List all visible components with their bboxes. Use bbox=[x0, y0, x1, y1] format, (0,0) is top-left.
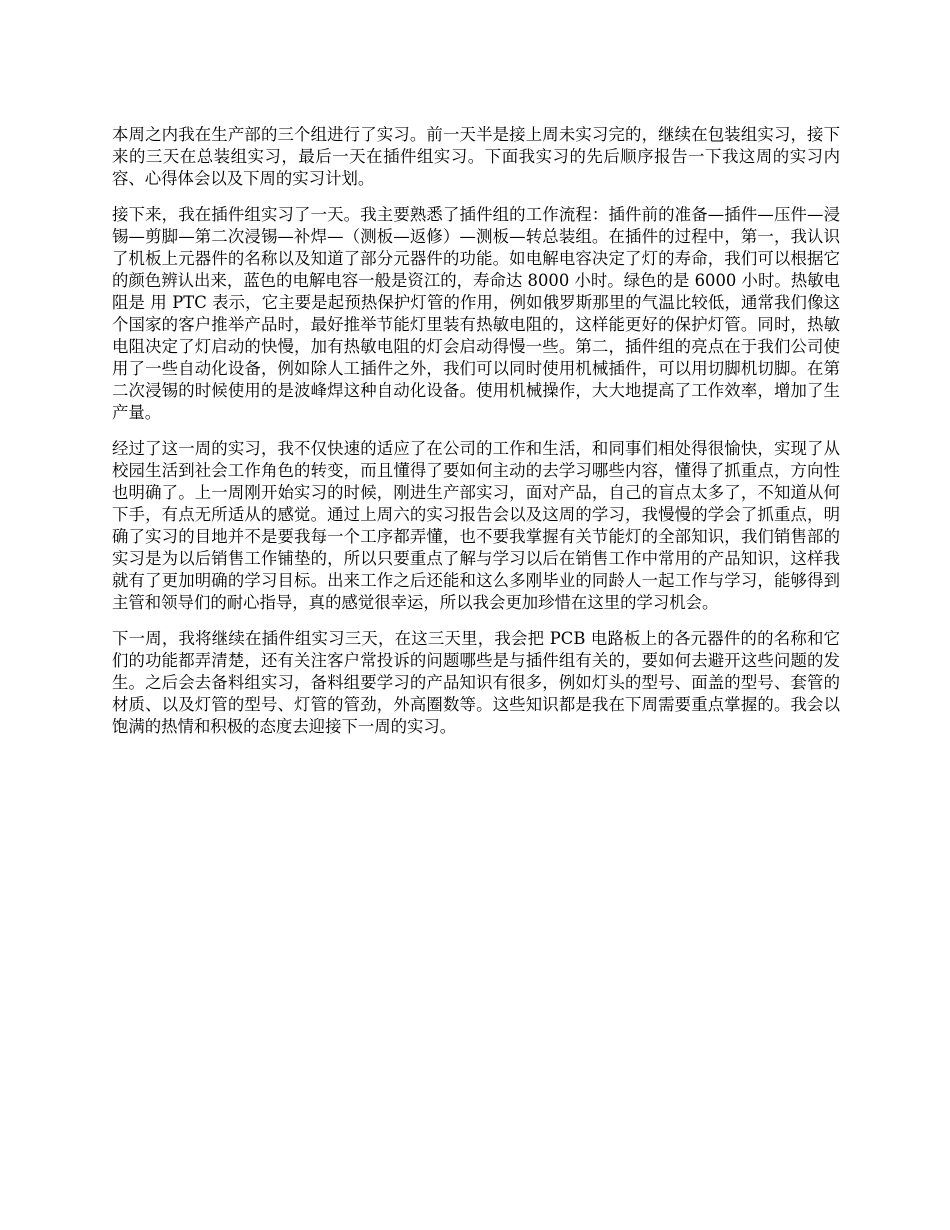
paragraph-next-week-plan: 下一周，我将继续在插件组实习三天，在这三天里，我会把 PCB 电路板上的各元器件的的名称和它们的功能都弄清楚，还有关注客户常投诉的问题哪些是与插件组有关的，要如何去避开这些问题的发生。之后会去备料组实习，备料组要学习的产品知识有很多，例如灯头的型号、面盖的型号、套管的材质、以及灯管的型号、灯管的管劲，外高圈数等。这些知识都是我在下周需要重点掌握的。我会以饱满的热情和积极的态度去迎接下一周的实习。 bbox=[112, 629, 840, 736]
paragraph-reflection: 经过了这一周的实习，我不仅快速的适应了在公司的工作和生活，和同事们相处得很愉快，实现了从校园生活到社会工作角色的转变，而且懂得了要如何主动的去学习哪些内容，懂得了抓重点，方向性也明确了。上一周刚开始实习的时候，刚进生产部实习，面对产品，自己的盲点太多了，不知道从何下手，有点无所适从的感觉。通过上周六的实习报告会以及这周的学习，我慢慢的学会了抓重点，明确了实习的目地并不是要我每一个工序都弄懂，也不要我掌握有关节能灯的全部知识，我们销售部的实习是为以后销售工作铺垫的，所以只要重点了解与学习以后在销售工作中常用的产品知识，这样我就有了更加明确的学习目标。出来工作之后还能和这么多刚毕业的同龄人一起工作与学习，能够得到主管和领导们的耐心指导，真的感觉很幸运，所以我会更加珍惜在这里的学习机会。 bbox=[112, 439, 840, 612]
paragraph-intro: 本周之内我在生产部的三个组进行了实习。前一天半是接上周未实习完的，继续在包装组实习，接下来的三天在总装组实习，最后一天在插件组实习。下面我实习的先后顺序报告一下我这周的实习内容、心得体会以及下周的实习计划。 bbox=[112, 125, 840, 188]
paragraph-plugin-group: 接下来，我在插件组实习了一天。我主要熟悉了插件组的工作流程：插件前的准备—插件—压件—浸锡—剪脚—第二次浸锡—补焊—（测板—返修）—测板—转总装组。在插件的过程中，第一，我认识了机板上元器件的名称以及知道了部分元器件的功能。如电解电容决定了灯的寿命，我们可以根据它的颜色辨认出来，蓝色的电解电容一般是资江的，寿命达 8000 小时。绿色的是 6000 小时。热敏电阻是 用 PTC 表示，它主要是起预热保护灯管的作用，例如俄罗斯那里的气温比较低，通常我们像这个国家的客户推举产品时，最好推举节能灯里装有热敏电阻的，这样能更好的保护灯管。同时，热敏电阻决定了灯启动的快慢，加有热敏电阻的灯会启动得慢一些。第二，插件组的亮点在于我们公司使用了一些自动化设备，例如除人工插件之外，我们可以同时使用机械插件，可以用切脚机切脚。在第二次浸锡的时候使用的是波峰焊这种自动化设备。使用机械操作，大大地提高了工作效率，增加了生产量。 bbox=[112, 205, 840, 422]
document-body bbox=[112, 124, 840, 752]
